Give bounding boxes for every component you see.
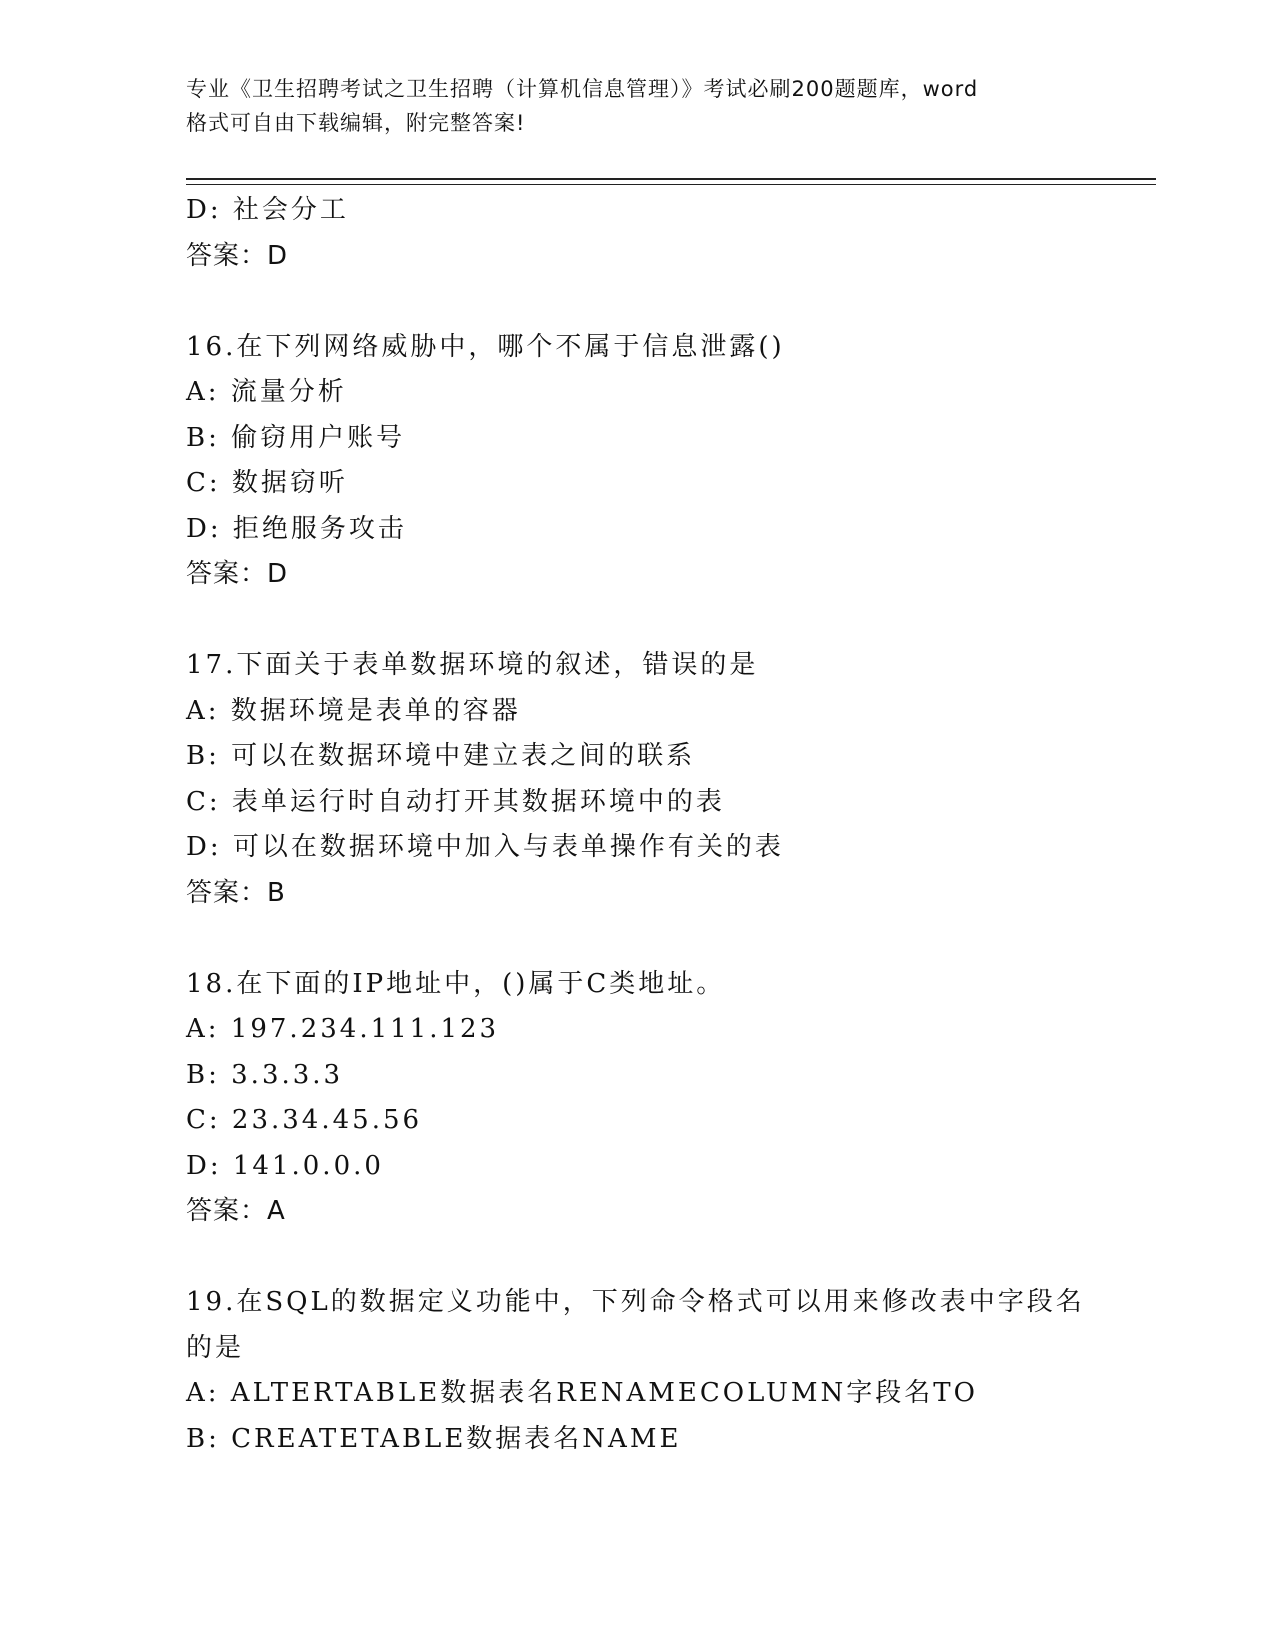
option-c: C: 23.34.45.56 (186, 1105, 423, 1135)
option-d: D: 141.0.0.0 (186, 1150, 384, 1181)
option-c: C: 数据窃听 (186, 468, 348, 498)
option-d: D: 拒绝服务攻击 (186, 513, 407, 544)
question-stem: 17.下面关于表单数据环境的叙述，错误的是 (186, 650, 759, 680)
option-c: C: 表单运行时自动打开其数据环境中的表 (186, 786, 725, 817)
option-d: D: 社会分工 (186, 195, 349, 225)
page-header (186, 72, 1086, 140)
spacer (186, 598, 1086, 644)
header-line-2: 格式可自由下载编辑，附完整答案! (186, 111, 526, 135)
option-b: B: 3.3.3.3 (186, 1059, 344, 1090)
header-divider-thick (186, 178, 1156, 180)
question-block-17 (186, 643, 1086, 916)
question-list (186, 188, 1086, 1462)
answer-line: 答案：A (186, 1196, 286, 1226)
option-b: B: 偷窃用户账号 (186, 422, 406, 453)
option-a: A: 197.234.111.123 (186, 1014, 500, 1044)
question-block-18 (186, 962, 1086, 1235)
spacer (186, 916, 1086, 962)
question-stem-continued: 的是 (186, 1332, 245, 1363)
option-b: B: 可以在数据环境中建立表之间的联系 (186, 741, 696, 771)
question-block-15 (186, 188, 1086, 279)
header-divider-thin (186, 184, 1156, 185)
option-b: B: CREATETABLE数据表名NAME (186, 1423, 682, 1454)
spacer (186, 279, 1086, 325)
question-block-16 (186, 325, 1086, 598)
spacer (186, 1235, 1086, 1281)
answer-line: 答案：D (186, 240, 289, 271)
option-a: A: 流量分析 (186, 377, 347, 407)
option-a: A: 数据环境是表单的容器 (186, 695, 521, 726)
header-line-1: 专业《卫生招聘考试之卫生招聘（计算机信息管理）》考试必刷200题题库，word (186, 77, 979, 101)
answer-line: 答案：D (186, 559, 289, 589)
answer-line: 答案：B (186, 877, 286, 908)
question-stem: 19.在SQL的数据定义功能中，下列命令格式可以用来修改表中字段名 (186, 1287, 1085, 1317)
question-block-19 (186, 1280, 1086, 1462)
question-stem: 16.在下列网络威胁中，哪个不属于信息泄露() (186, 331, 785, 362)
option-a: A: ALTERTABLE数据表名RENAMECOLUMN字段名TO (186, 1378, 978, 1408)
question-stem: 18.在下面的IP地址中，()属于C类地址。 (186, 968, 726, 999)
option-d: D: 可以在数据环境中加入与表单操作有关的表 (186, 832, 784, 862)
